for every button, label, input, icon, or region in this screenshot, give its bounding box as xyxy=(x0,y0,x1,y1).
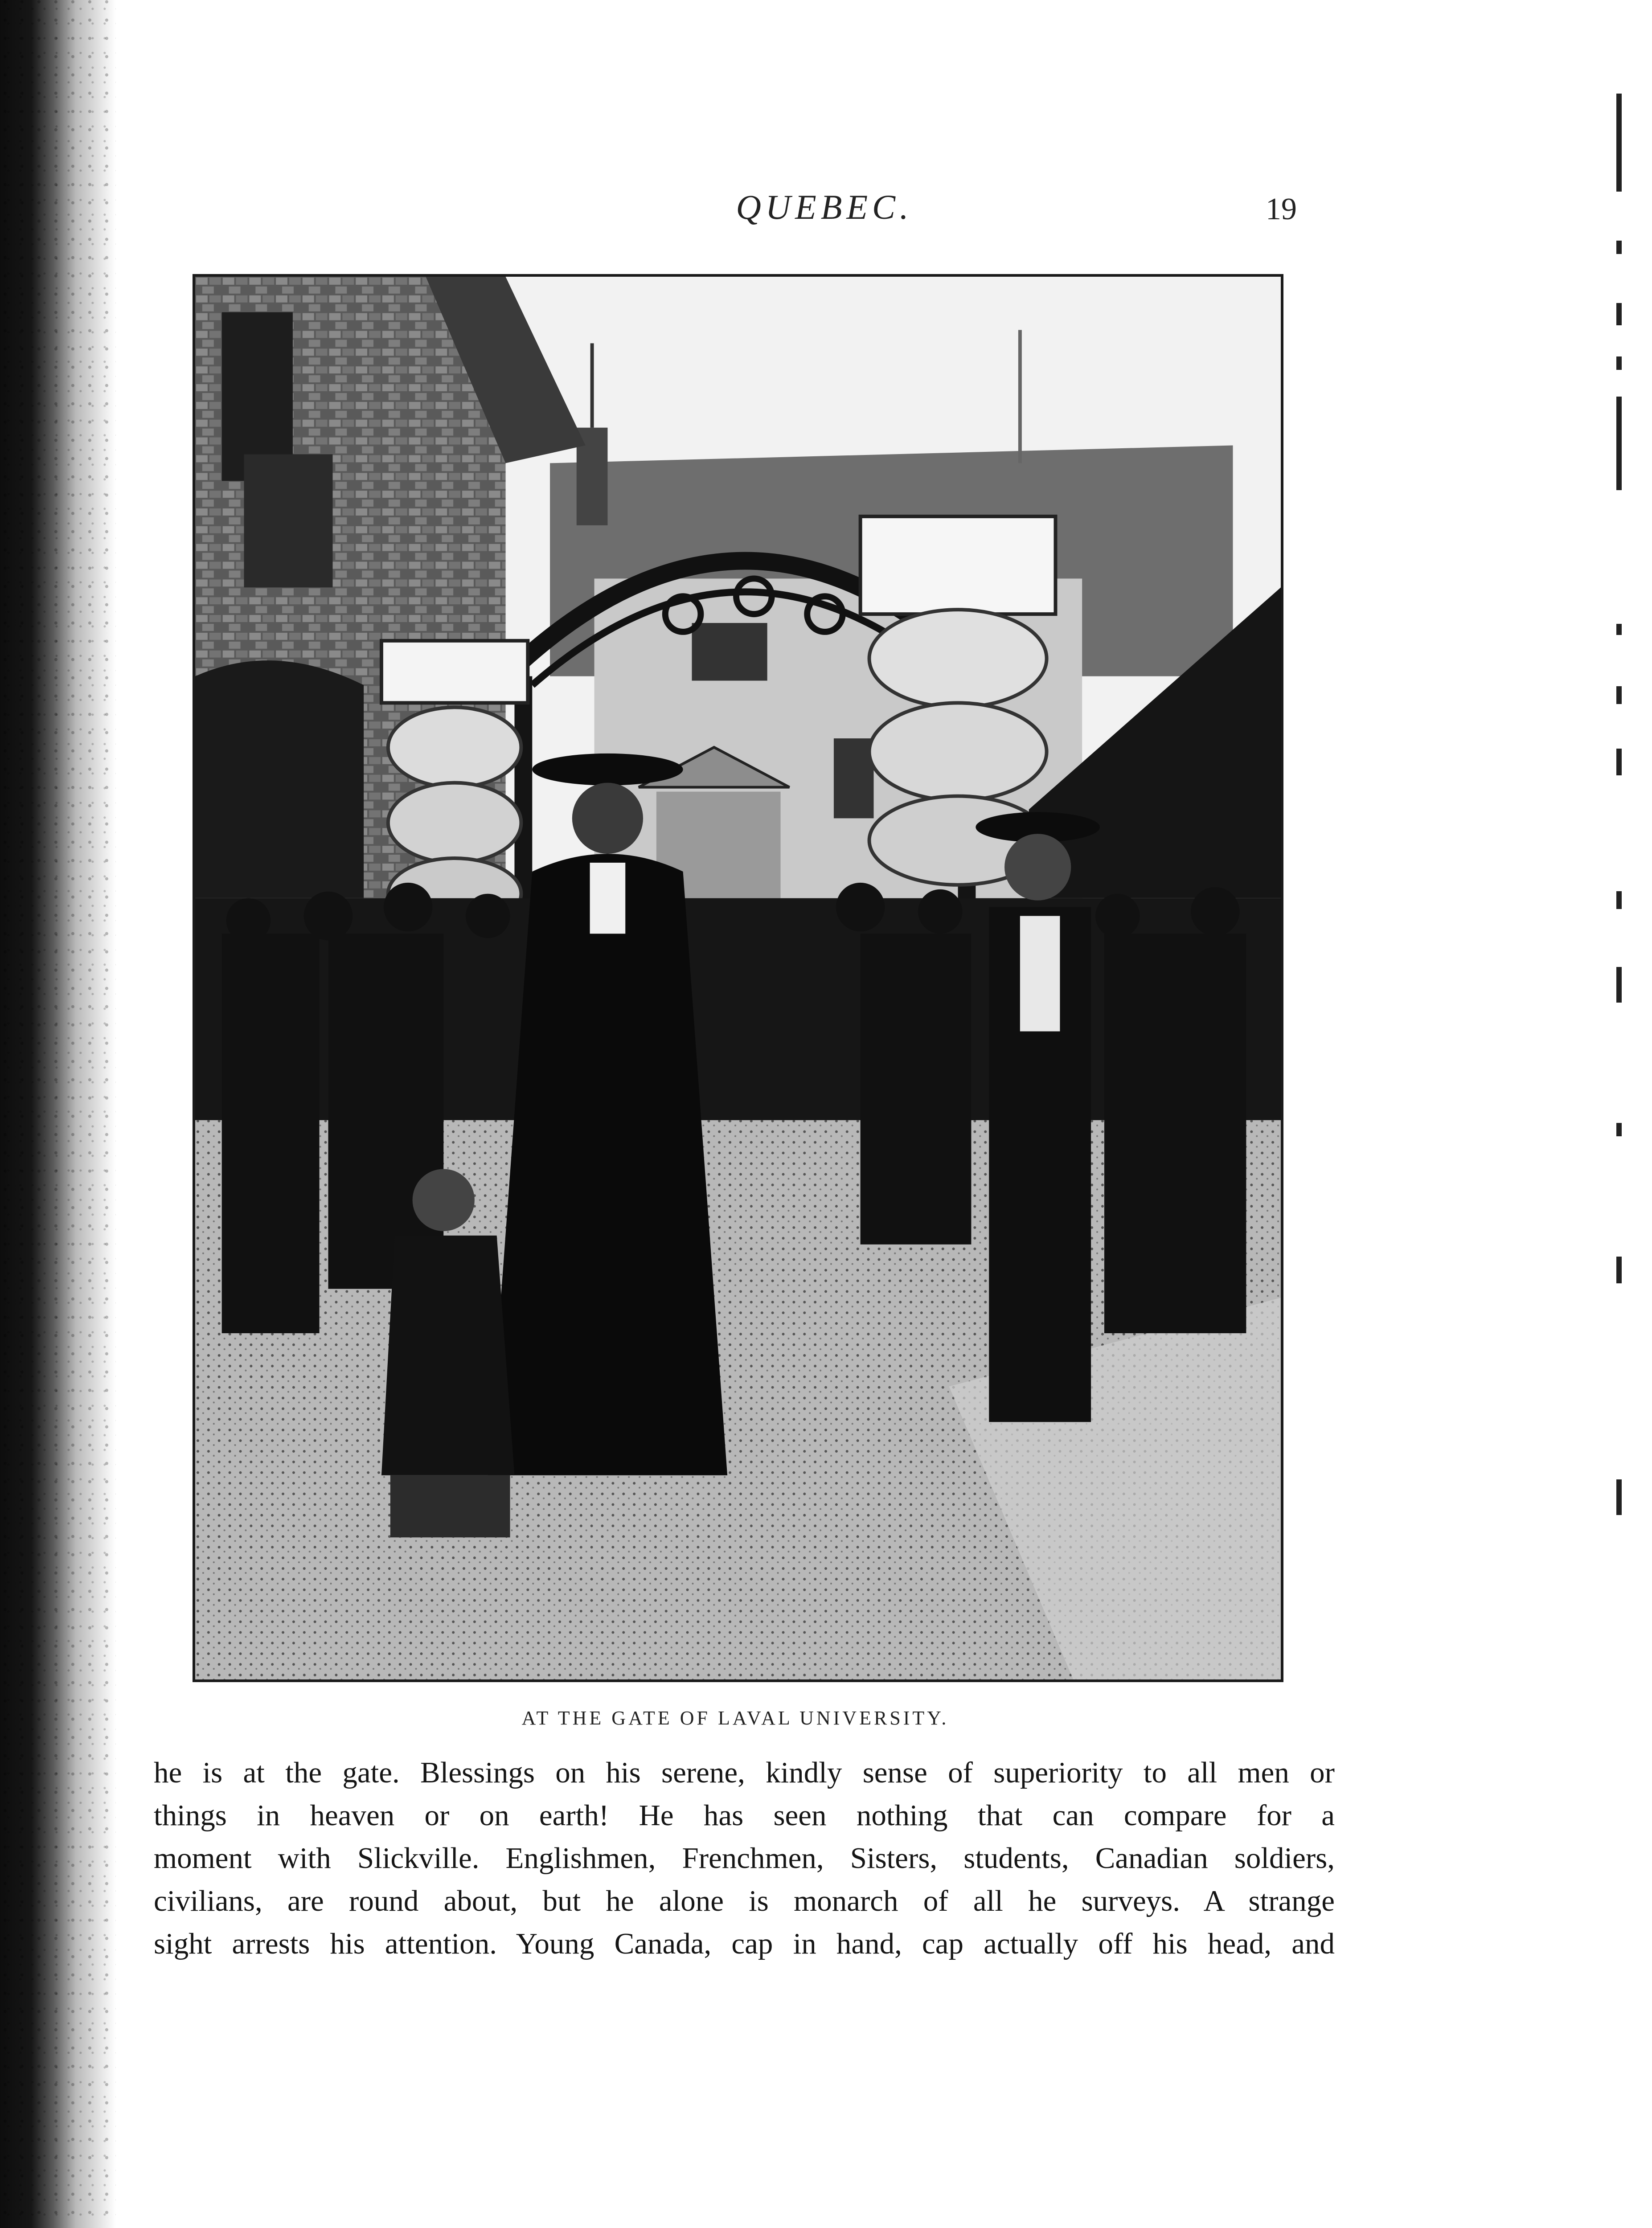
text-line: moment with Slickville. Englishmen, Frenchmen, Sisters, students, Canadian soldiers, xyxy=(154,1842,1335,1875)
scan-binding-shadow xyxy=(0,0,116,2228)
text-line: he is at the gate. Blessings on his serene, kindly sense of superiority to all men or xyxy=(154,1756,1335,1789)
gate-scene-illustration xyxy=(195,277,1281,1679)
page-number: 19 xyxy=(1266,192,1297,226)
running-head: QUEBEC. xyxy=(736,188,913,226)
text-line: civilians, are round about, but he alone is monarch of all he surveys. A strange xyxy=(154,1884,1335,1917)
body-paragraph xyxy=(154,1751,1335,1965)
text-line: sight arrests his attention. Young Canada, cap in hand, cap actually off his head, and xyxy=(154,1927,1335,1960)
plate-caption: AT THE GATE OF LAVAL UNIVERSITY. xyxy=(521,1707,949,1729)
scan-edge-marks xyxy=(1581,53,1652,1569)
text-line: things in heaven or on earth! He has seen nothing that can compare for a xyxy=(154,1799,1335,1832)
halftone-plate-photo xyxy=(193,274,1283,1682)
